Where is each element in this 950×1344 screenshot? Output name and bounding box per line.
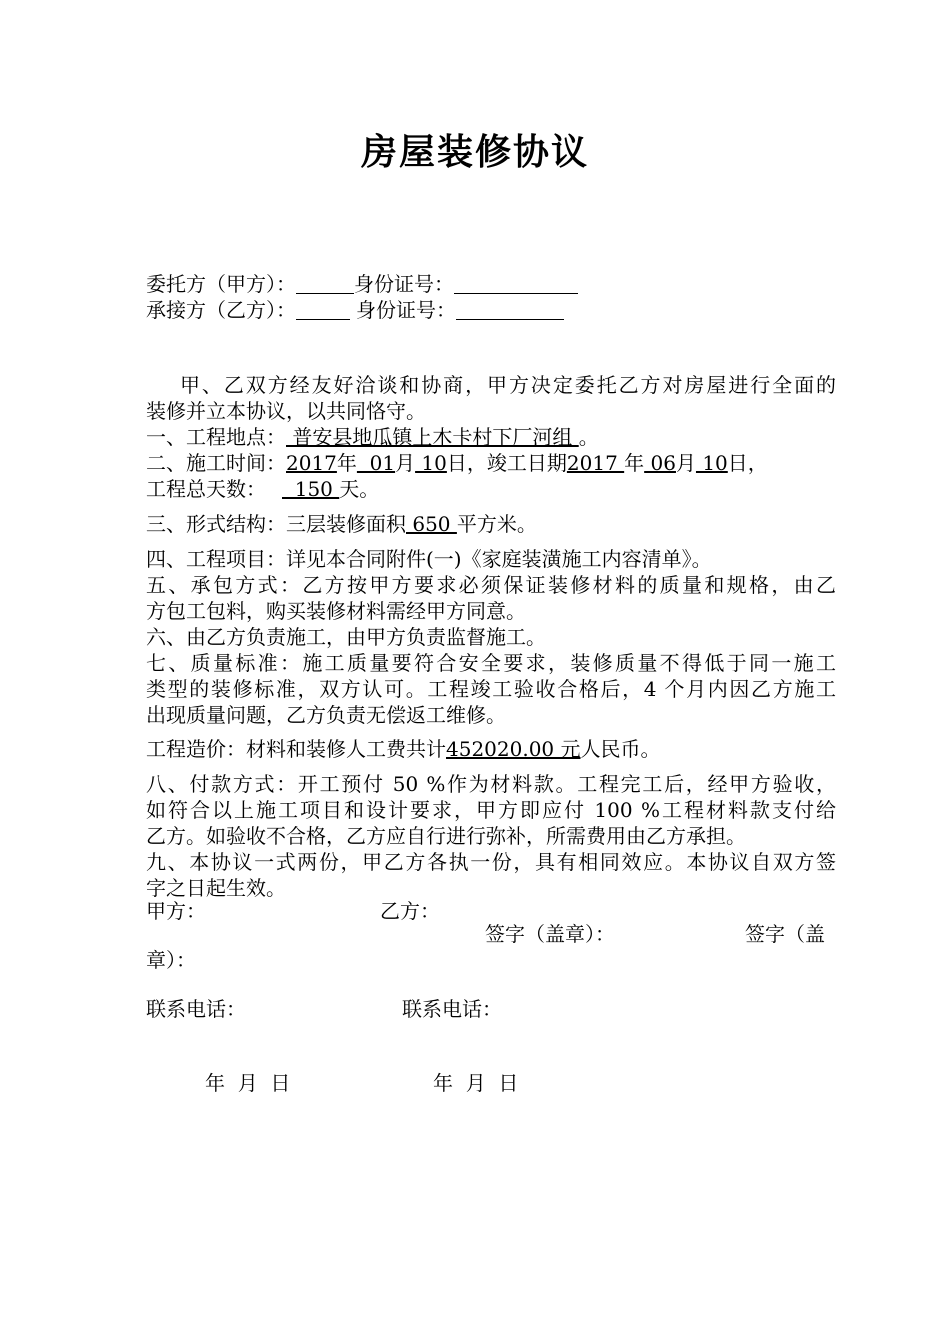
- end-month: 06: [644, 451, 676, 475]
- intro-line-2: 装修并立本协议，以共同恪守。: [146, 399, 426, 423]
- party-b-name-blank: [296, 299, 350, 320]
- party-b-id-label: 身份证号：: [356, 298, 456, 322]
- party-b-date: 年 月 日: [433, 1071, 519, 1095]
- cost-line: 工程造价：材料和装修人工费共计452020.00 元人民币。: [146, 737, 661, 761]
- item-2-total-days: 工程总天数： 150 天。: [146, 477, 380, 501]
- total-days-value: 150: [282, 477, 340, 501]
- party-b-signature-label-cont: 章）：: [146, 948, 196, 972]
- end-year: 2017: [566, 451, 625, 475]
- item-4-project: 四、工程项目：详见本合同附件(一)《家庭装潢施工内容清单》。: [146, 547, 712, 571]
- party-a-date: 年 月 日: [205, 1071, 291, 1095]
- party-a-name-blank: [296, 273, 354, 294]
- party-a-signature-label: 签字（盖章）：: [485, 922, 615, 946]
- item-5-line-1: 五、承包方式：乙方按甲方要求必须保证装修材料的质量和规格，由乙: [146, 573, 836, 597]
- item-9-line-1: 九、本协议一式两份，甲乙方各执一份，具有相同效应。本协议自双方签: [146, 850, 836, 874]
- item-8-line-3: 乙方。如验收不合格，乙方应自行进行弥补，所需费用由乙方承担。: [146, 824, 746, 848]
- party-a-id-blank: [454, 273, 578, 294]
- item-3-structure: 三、形式结构：三层装修面积 650 平方米。: [146, 512, 537, 536]
- party-b-line: [146, 297, 836, 323]
- party-b-sign-label: 乙方：: [380, 899, 440, 923]
- item-9-line-2: 字之日起生效。: [146, 876, 286, 900]
- party-a-line: [146, 271, 836, 297]
- party-a-label: 委托方（甲方）：: [146, 272, 296, 296]
- item-6: 六、由乙方负责施工，由甲方负责监督施工。: [146, 625, 546, 649]
- location-value: 普安县地瓜镇上木卡村下厂河组: [286, 425, 579, 449]
- party-b-signature-label: 签字（盖: [745, 922, 825, 946]
- start-day: 10: [415, 451, 447, 475]
- item-7-line-2: 类型的装修标准，双方认可。工程竣工验收合格后，4 个月内因乙方施工: [146, 677, 836, 701]
- party-a-phone-label: 联系电话：: [146, 997, 246, 1021]
- item-7-line-3: 出现质量问题，乙方负责无偿返工维修。: [146, 703, 506, 727]
- party-b-id-blank: [456, 299, 564, 320]
- item-8-line-2: 如符合以上施工项目和设计要求，甲方即应付 100 %工程材料款支付给: [146, 798, 836, 822]
- party-a-id-label: 身份证号：: [354, 272, 454, 296]
- end-day: 10: [695, 451, 728, 475]
- item-1-location: 一、工程地点： 普安县地瓜镇上木卡村下厂河组 。: [146, 425, 599, 449]
- party-b-label: 承接方（乙方）：: [146, 298, 296, 322]
- area-value: 650: [406, 512, 457, 536]
- item-8-line-1: 八、付款方式：开工预付 50 %作为材料款。工程完工后，经甲方验收，: [146, 772, 836, 796]
- start-year: 2017: [286, 451, 337, 475]
- start-month: 01: [356, 451, 396, 475]
- item-7-line-1: 七、质量标准：施工质量要符合安全要求，装修质量不得低于同一施工: [146, 651, 836, 675]
- document-title: 房屋装修协议: [360, 131, 589, 173]
- item-2-schedule: 二、施工时间：2017年 01月 10日，竣工日期2017 年 06月 10日，: [146, 451, 768, 475]
- item-5-line-2: 方包工包料，购买装修材料需经甲方同意。: [146, 599, 526, 623]
- party-b-phone-label: 联系电话：: [402, 997, 502, 1021]
- intro-line-1: 甲、乙双方经友好洽谈和协商，甲方决定委托乙方对房屋进行全面的: [180, 373, 836, 397]
- cost-value: 452020.00 元: [446, 737, 581, 761]
- party-a-sign-label: 甲方：: [146, 899, 206, 923]
